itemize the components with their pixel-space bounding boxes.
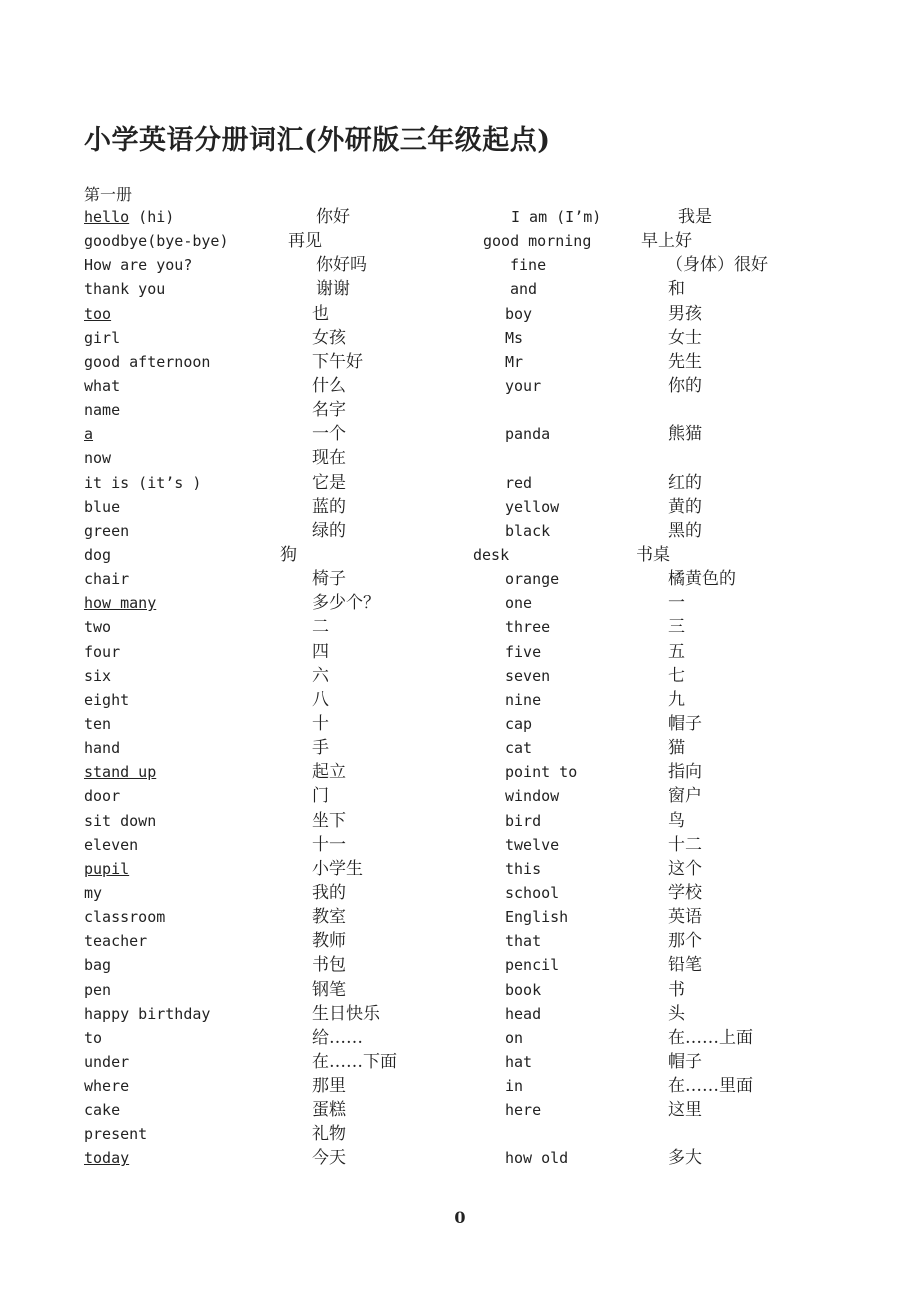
english-word-text: where [84,1077,130,1096]
chinese-meaning: 五 [668,641,685,662]
chinese-meaning: 现在 [312,448,346,469]
english-word: cat [505,739,533,758]
english-word [84,567,129,591]
english-word [84,881,102,905]
english-word-text: it is (it’s ) [84,473,202,492]
vocab-row [0,760,920,784]
english-word-text: to [84,1028,103,1047]
chinese-meaning: 什么 [312,375,346,396]
english-word: boy [505,304,533,323]
english-word: window [505,787,560,806]
chinese-meaning: 书桌 [636,544,670,565]
english-word: fine [510,256,547,275]
english-word: and [510,280,538,299]
english-word [84,857,129,881]
chinese-meaning: 名字 [312,400,346,421]
chinese-meaning: 十 [312,713,329,734]
vocab-row [0,495,920,519]
vocab-row [0,640,920,664]
chinese-meaning: 男孩 [668,303,702,324]
chinese-meaning: 红的 [668,472,702,493]
chinese-meaning: 先生 [668,351,702,372]
vocab-row [0,809,920,833]
chinese-meaning: 一 [668,593,685,614]
chinese-meaning: 也 [312,303,329,324]
chinese-meaning: 头 [668,1003,685,1024]
english-word [84,953,111,977]
vocab-row [0,591,920,615]
english-word: cap [505,714,533,733]
english-word: Ms [505,328,524,347]
vocab-row [0,519,920,543]
chinese-meaning: 门 [312,786,329,807]
chinese-meaning: 蓝的 [312,496,346,517]
english-word [84,615,111,639]
english-word [84,543,111,567]
english-word [84,374,120,398]
chinese-meaning: 早上好 [641,231,692,252]
english-word-text: green [84,521,130,540]
chinese-meaning: 再见 [288,231,322,252]
vocab-row [0,881,920,905]
vocab-row [0,857,920,881]
english-word: head [505,1004,542,1023]
english-word: Mr [505,352,524,371]
english-word: good morning [483,232,592,251]
english-word: here [505,1101,542,1120]
english-word-text: goodbye(bye-bye) [84,232,229,251]
vocab-row [0,446,920,470]
chinese-meaning: 这个 [668,858,702,879]
english-word-text: today [84,1149,130,1168]
chinese-meaning: 二 [312,617,329,638]
chinese-meaning: 九 [668,689,685,710]
english-word-text: sit down [84,811,157,830]
chinese-meaning: 铅笔 [668,955,702,976]
chinese-meaning: 今天 [312,1148,346,1169]
chinese-meaning: 坐下 [312,810,346,831]
english-word [84,664,111,688]
chinese-meaning: 狗 [280,544,297,565]
vocab-row [0,253,920,277]
english-word [84,978,111,1002]
english-word-text: stand up [84,763,157,782]
chinese-meaning: 帽子 [668,713,702,734]
english-word [84,712,111,736]
vocab-row [0,326,920,350]
english-word: twelve [505,835,560,854]
chinese-meaning: 六 [312,665,329,686]
chinese-meaning: 教室 [312,907,346,928]
chinese-meaning: （身体）很好 [666,255,768,276]
english-word: this [505,859,542,878]
chinese-meaning: 和 [668,279,685,300]
chinese-meaning: 我的 [312,882,346,903]
english-word: orange [505,570,560,589]
vocab-row [0,784,920,808]
chinese-meaning: 在……里面 [668,1076,753,1097]
vocab-row [0,471,920,495]
vocab-row [0,374,920,398]
english-word: pencil [505,956,560,975]
chinese-meaning: 英语 [668,907,702,928]
vocabulary-list [0,205,920,1171]
chinese-meaning: 窗户 [668,786,702,807]
page-number: 0 [454,1208,466,1227]
chinese-meaning: 四 [312,641,329,662]
chinese-meaning: 橘黄色的 [668,569,736,590]
chinese-meaning: 它是 [312,472,346,493]
english-word [84,1146,129,1170]
vocab-row [0,1074,920,1098]
english-word: five [505,642,542,661]
english-word-text: cake [84,1101,121,1120]
chinese-meaning: 起立 [312,762,346,783]
english-word [84,471,201,495]
english-word-text: four [84,642,121,661]
english-word [84,809,156,833]
chinese-meaning: 帽子 [668,1051,702,1072]
english-word: panda [505,425,551,444]
english-word: point to [505,763,578,782]
english-word-text: blue [84,497,121,516]
english-word-text: chair [84,570,130,589]
english-word: red [505,473,533,492]
english-word [84,1074,129,1098]
english-word [84,253,192,277]
vocab-row [0,833,920,857]
chinese-meaning: 你好 [316,207,350,227]
english-word [84,277,165,301]
vocab-row [0,422,920,446]
chinese-meaning: 那里 [312,1076,346,1097]
vocab-row [0,953,920,977]
vocab-row [0,1026,920,1050]
english-word [84,205,174,229]
english-word: how old [505,1149,569,1168]
chinese-meaning: 生日快乐 [312,1003,380,1024]
chinese-meaning: 谢谢 [316,279,350,300]
english-word-text: now [84,449,112,468]
english-word-text: name [84,401,121,420]
english-word-text: under [84,1052,130,1071]
english-word-text: thank you [84,280,166,299]
english-word-text: ten [84,714,112,733]
chinese-meaning: 十二 [668,834,702,855]
english-word-text: what [84,376,121,395]
chinese-meaning: 书 [668,979,685,1000]
chinese-meaning: 这里 [668,1100,702,1121]
vocab-row [0,229,920,253]
english-word-text: How are you? [84,256,193,275]
vocab-row [0,905,920,929]
vocab-row [0,664,920,688]
english-word-text: eleven [84,835,139,854]
english-word [84,1002,210,1026]
chinese-meaning: 我是 [678,207,712,227]
chinese-meaning: 蛋糕 [312,1100,346,1121]
english-word-text: present [84,1125,148,1144]
chinese-meaning: 猫 [668,738,685,759]
english-word [84,1122,147,1146]
english-word: your [505,376,542,395]
english-word [84,1026,102,1050]
english-word: book [505,980,542,999]
english-word-text: bag [84,956,112,975]
chinese-meaning: 给…… [312,1027,363,1048]
english-word-text: pen [84,980,112,999]
chinese-meaning: 在……下面 [312,1051,397,1072]
chinese-meaning: 礼物 [312,1124,346,1145]
english-word [84,591,156,615]
chinese-meaning: 手 [312,738,329,759]
chinese-meaning: 熊猫 [668,424,702,445]
vocab-row [0,205,920,229]
chinese-meaning: 黑的 [668,520,702,541]
english-word-text: a [84,425,94,444]
chinese-meaning: 一个 [312,424,346,445]
vocab-row [0,350,920,374]
section-heading: 第一册 [84,185,133,204]
chinese-meaning: 你好吗 [316,255,367,276]
english-word [84,833,138,857]
chinese-meaning: 鸟 [668,810,685,831]
english-word [84,326,120,350]
english-word-text: classroom [84,908,166,927]
chinese-meaning: 十一 [312,834,346,855]
english-word-text: happy birthday [84,1004,211,1023]
chinese-meaning: 女孩 [312,327,346,348]
vocab-row [0,736,920,760]
chinese-meaning: 钢笔 [312,979,346,1000]
english-word [84,302,111,326]
english-word-text: too [84,304,112,323]
english-word [84,229,229,253]
vocab-row [0,1002,920,1026]
english-word-text: six [84,666,112,685]
english-word: bird [505,811,542,830]
chinese-meaning: 七 [668,665,685,686]
english-word: seven [505,666,551,685]
english-word [84,929,147,953]
english-word-text: teacher [84,932,148,951]
chinese-meaning: 多少个？ [312,593,380,614]
chinese-meaning: 在……上面 [668,1027,753,1048]
english-word [84,495,120,519]
vocab-row [0,978,920,1002]
english-word [84,350,210,374]
chinese-meaning: 书包 [312,955,346,976]
english-word [84,422,93,446]
english-word [84,736,120,760]
english-word-text: girl [84,328,121,347]
chinese-meaning: 教师 [312,931,346,952]
vocab-row [0,567,920,591]
chinese-meaning: 你的 [668,375,702,396]
english-word: three [505,618,551,637]
vocab-row [0,1122,920,1146]
vocab-row [0,929,920,953]
english-word-text: two [84,618,112,637]
english-word: hat [505,1052,533,1071]
chinese-meaning: 黄的 [668,496,702,517]
vocab-row [0,688,920,712]
chinese-meaning: 女士 [668,327,702,348]
english-word [84,688,129,712]
english-word-text: hand [84,739,121,758]
english-word-text: pupil [84,859,130,878]
english-word [84,398,120,422]
english-word: desk [473,545,510,564]
chinese-meaning: 下午好 [312,351,363,372]
chinese-meaning: 椅子 [312,569,346,590]
english-word [84,905,165,929]
english-word-text: hello [84,208,130,226]
vocab-row [0,712,920,736]
english-word: in [505,1077,524,1096]
english-word-text: good afternoon [84,352,211,371]
english-word: black [505,521,551,540]
english-word [84,1050,129,1074]
english-word [84,640,120,664]
english-word: school [505,883,560,902]
english-word-text: eight [84,690,130,709]
chinese-meaning: 多大 [668,1148,702,1169]
english-word-text: my [84,883,103,902]
chinese-meaning: 学校 [668,882,702,903]
english-word-text: how many [84,594,157,613]
english-word [84,1098,120,1122]
chinese-meaning: 指向 [668,762,702,783]
english-word: nine [505,690,542,709]
chinese-meaning: 八 [312,689,329,710]
chinese-meaning: 绿的 [312,520,346,541]
vocab-row [0,302,920,326]
english-word: one [505,594,533,613]
vocab-row [0,1098,920,1122]
chinese-meaning: 三 [668,617,685,638]
vocab-row [0,615,920,639]
chinese-meaning: 那个 [668,931,702,952]
english-word [84,519,129,543]
english-word: that [505,932,542,951]
english-word: on [505,1028,524,1047]
chinese-meaning: 小学生 [312,858,363,879]
english-word-text: door [84,787,121,806]
vocab-row [0,1050,920,1074]
english-word: yellow [505,497,560,516]
english-word-note: (hi) [129,208,175,226]
english-word [84,446,111,470]
english-word [84,760,156,784]
english-word-text: dog [84,545,112,564]
english-word: English [505,908,569,927]
vocab-row [0,543,920,567]
vocab-row [0,398,920,422]
english-word [84,784,120,808]
page-title: 小学英语分册词汇(外研版三年级起点) [84,125,551,156]
vocab-row [0,1146,920,1170]
english-word: I am (I’m) [511,208,602,226]
vocab-row [0,277,920,301]
